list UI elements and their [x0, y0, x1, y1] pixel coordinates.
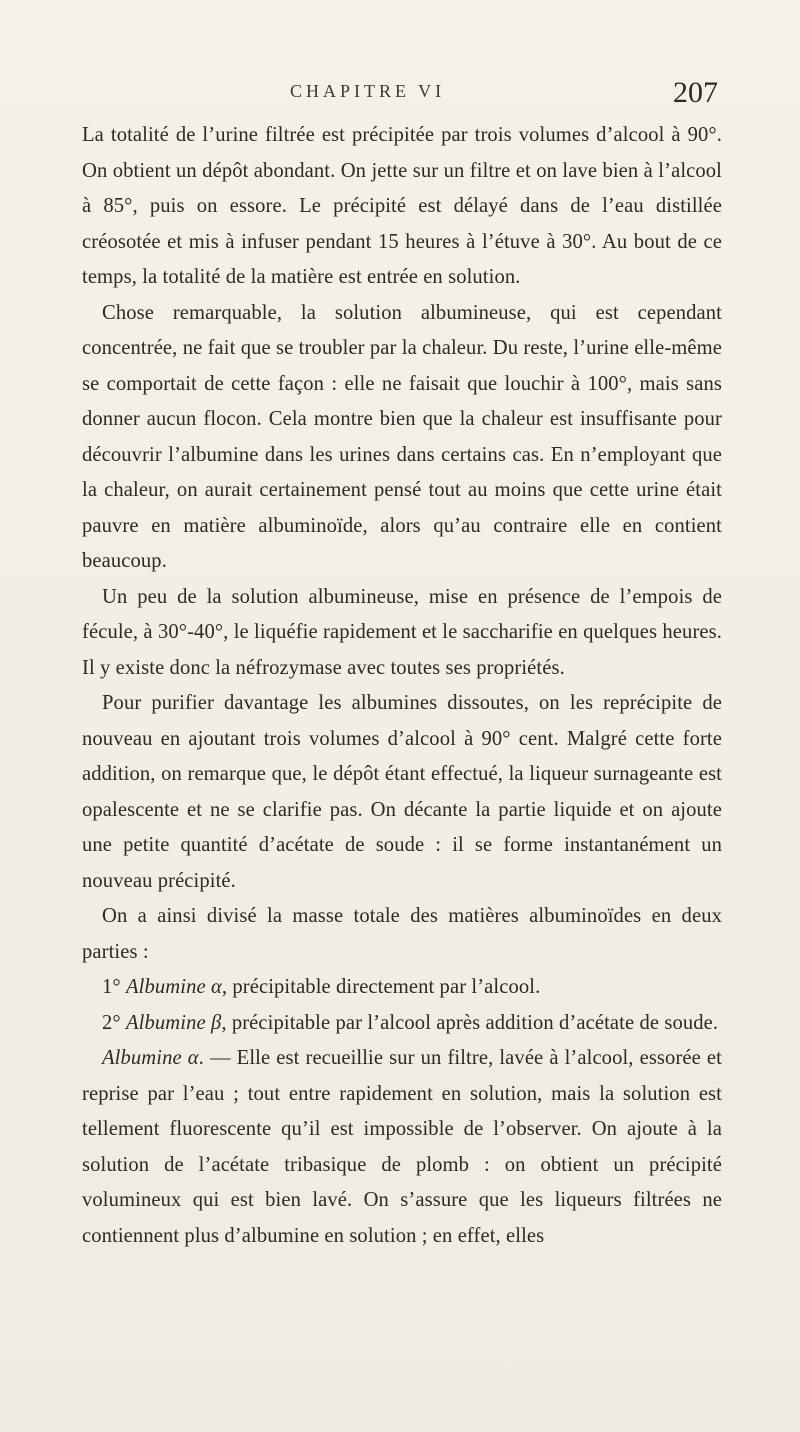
list-item-2 [82, 1006, 722, 1042]
paragraph-6-text: . — Elle est recueillie sur un filtre, lavée à l’alcool, essorée et reprise par l’eau ; tout entre rapidement en solution, mais la solution est tellement fluorescente qu’il est impossible de l’observer. On ajoute à la solution de l’acétate tribasique de plomb : on obtient un précipité volumineux qui est bien lavé. On s’assure que les liqueurs filtrées ne contiennent plus d’albumine en solution ; en effet, elles [82, 1047, 722, 1247]
list-item-1-text: , précipitable directement par l’alcool. [221, 976, 541, 998]
page-number: 207 [673, 76, 718, 109]
paragraph-3: Un peu de la solution albumineuse, mise en présence de l’empois de fécule, à 30°-40°, le liquéfie rapidement et le saccharifie en quelques heures. Il y existe donc la néfrozymase avec toutes ses propriétés. [82, 585, 722, 679]
paragraph-6 [82, 1041, 722, 1254]
list-item-1-label: Albumine α [125, 976, 222, 998]
chapter-title: CHAPITRE VI [290, 81, 446, 101]
list-item-1 [82, 970, 722, 1006]
list-item-1-number: 1° [102, 976, 121, 998]
body-text [82, 118, 722, 1254]
paragraph-1: La totalité de l’urine filtrée est précipitée par trois volumes d’alcool à 90°. On obtient un dépôt abondant. On jette sur un filtre et on lave bien à l’alcool à 85°, puis on essore. Le précipité est délayé dans de l’eau distillée créosotée et mis à infuser pendant 15 heures à l’étuve à 30°. Au bout de ce temps, la totalité de la matière est entrée en solution. [82, 124, 722, 288]
paragraph-6-label: Albumine α [102, 1047, 199, 1069]
list-item-2-label: Albumine β [125, 1011, 222, 1034]
paragraph-5: On a ainsi divisé la masse totale des matières albuminoïdes en deux parties : [82, 905, 722, 963]
paragraph-2: Chose remarquable, la solution albumineuse, qui est cependant concentrée, ne fait que se troubler par la chaleur. Du reste, l’urine elle-même se comportait de cette façon : elle ne faisait que louchir à 100°, mais sans donner aucun flocon. Cela montre bien que la chaleur est insuffisante pour découvrir l’albumine dans les urines dans certains cas. En n’employant que la chaleur, on aurait certainement pensé tout au moins que cette urine était pauvre en matière albuminoïde, alors qu’au contraire elle en contient beaucoup. [82, 301, 722, 572]
paragraph-4: Pour purifier davantage les albumines dissoutes, on les reprécipite de nouveau en ajoutant trois volumes d’alcool à 90° cent. Malgré cette forte addition, on remarque que, le dépôt étant effectué, la liqueur surnageante est opalescente et ne se clarifie pas. On décante la partie liquide et on ajoute une petite quantité d’acétate de soude : il se forme instantanément un nouveau précipité. [82, 692, 722, 892]
list-item-2-text: , précipitable par l’alcool après addition d’acétate de soude. [221, 1011, 719, 1034]
list-item-2-number: 2° [102, 1011, 121, 1034]
running-head [0, 76, 800, 110]
